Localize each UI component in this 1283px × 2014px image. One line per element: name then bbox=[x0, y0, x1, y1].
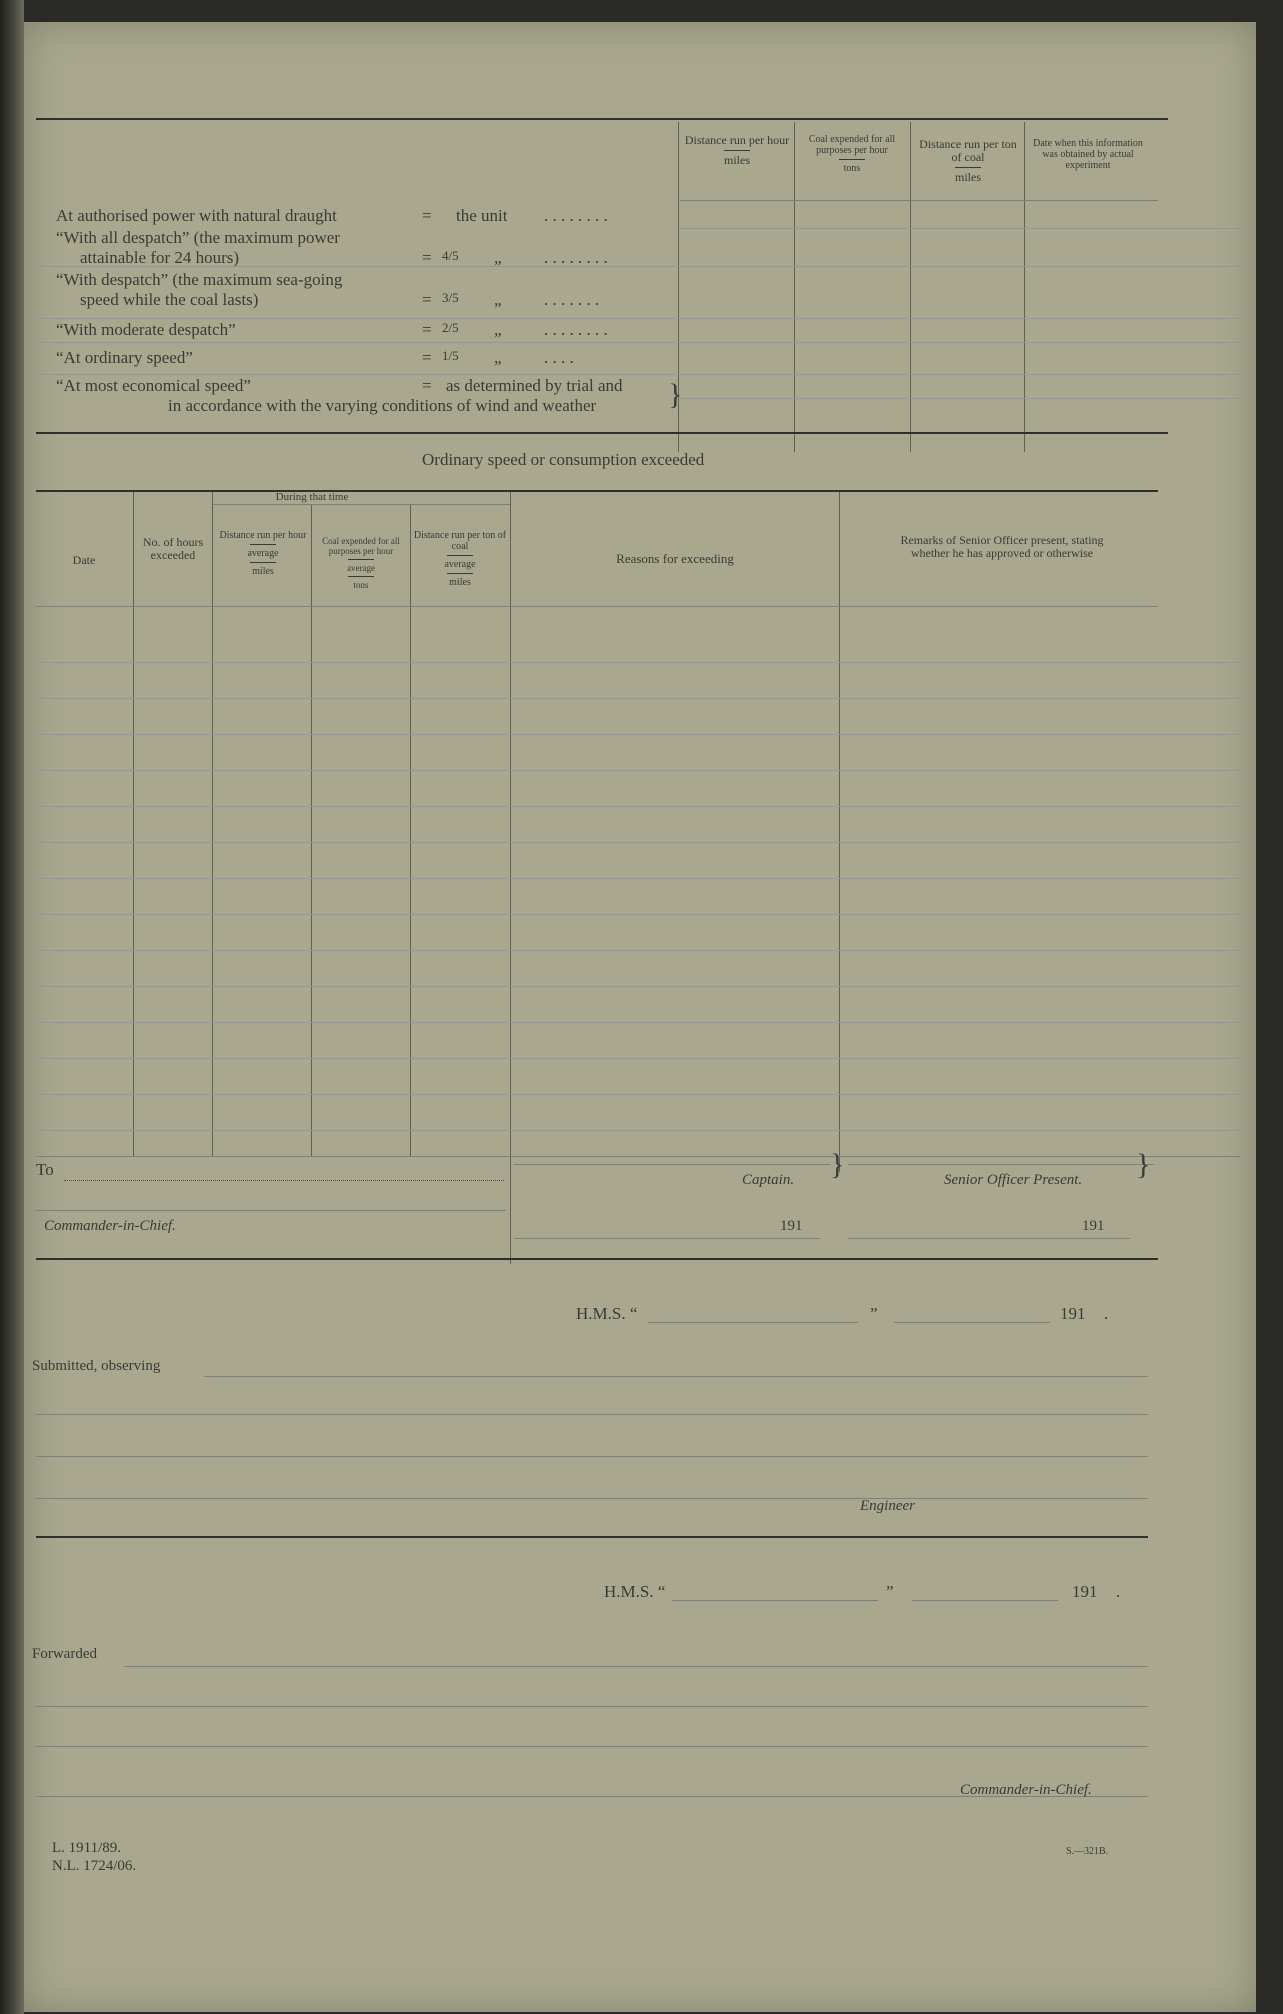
close-quote: ” bbox=[870, 1304, 878, 1323]
row-economical-value: as determined by trial and bbox=[446, 376, 623, 395]
forwarded-line bbox=[124, 1666, 1148, 1667]
row-economical-sep: = bbox=[422, 376, 432, 395]
row-all-despatch-ditto: „ bbox=[494, 248, 502, 267]
body-rule bbox=[36, 986, 1240, 987]
row-rule bbox=[36, 374, 1240, 375]
row-despatch-label: “With despatch” (the maximum sea-going bbox=[56, 270, 343, 289]
row-despatch-label2: speed while the coal lasts) bbox=[80, 290, 259, 309]
header-rule bbox=[36, 606, 1158, 607]
during-rule bbox=[213, 504, 510, 505]
cinc-label: Commander-in-Chief. bbox=[960, 1782, 1092, 1798]
brace: } bbox=[830, 1148, 845, 1181]
top-rule bbox=[36, 118, 1168, 120]
hms-label: H.M.S. “ bbox=[604, 1582, 666, 1601]
row-all-despatch-dots: . . . . . . . . bbox=[544, 248, 608, 267]
ship-name-line bbox=[672, 1600, 878, 1601]
body-rule bbox=[36, 914, 1240, 915]
forwarded-label: Forwarded bbox=[32, 1646, 97, 1662]
forwarded-line bbox=[36, 1706, 1148, 1707]
block1-bottom-rule bbox=[36, 1536, 1148, 1538]
row-despatch-sep: = bbox=[422, 290, 432, 309]
row-rule bbox=[680, 398, 1240, 399]
col-line bbox=[1024, 122, 1025, 452]
year-label: 191 bbox=[1060, 1304, 1086, 1323]
senior-date-rule bbox=[848, 1238, 1130, 1239]
row-economical-label2: in accordance with the varying conditions of wind and weather bbox=[168, 396, 597, 415]
header-date-obtained: Date when this information was obtained by actual experiment bbox=[1033, 138, 1143, 171]
header-distance-per-ton: Distance run per ton of coal miles bbox=[919, 137, 1017, 184]
to-label: To bbox=[36, 1160, 54, 1179]
forwarded-line bbox=[36, 1746, 1148, 1747]
body-rule bbox=[36, 662, 1240, 663]
body-rule bbox=[36, 734, 1240, 735]
captain-rule bbox=[514, 1164, 830, 1165]
submitted-line bbox=[204, 1376, 1148, 1377]
body-rule bbox=[36, 806, 1240, 807]
cinc-rule bbox=[36, 1210, 506, 1211]
header-coal-expended: Coal expended for all purposes per hour tons bbox=[808, 134, 896, 174]
col-line bbox=[794, 122, 795, 452]
reference-2: N.L. 1724/06. bbox=[52, 1858, 137, 1874]
signoff-bottom-rule bbox=[36, 1258, 1158, 1260]
body-rule bbox=[36, 878, 1240, 879]
section-title: Ordinary speed or consumption exceeded bbox=[422, 450, 705, 469]
brace: } bbox=[668, 378, 683, 411]
row-moderate-dots: . . . . . . . . bbox=[544, 320, 608, 339]
submitted-label: Submitted, observing bbox=[32, 1358, 161, 1374]
body-rule bbox=[36, 1022, 1240, 1023]
date-line bbox=[894, 1322, 1050, 1323]
row-rule bbox=[36, 318, 1240, 319]
body-rule bbox=[36, 842, 1240, 843]
body-rule bbox=[36, 1058, 1240, 1059]
year-label: 191 bbox=[1072, 1582, 1098, 1601]
header-coal: Coal expended for all purposes per hour average tons bbox=[322, 536, 400, 590]
reference-1: L. 1911/89. bbox=[52, 1840, 122, 1856]
row-despatch-value: 3/5 bbox=[442, 290, 459, 305]
engineer-label: Engineer bbox=[860, 1498, 915, 1514]
row-moderate-label: “With moderate despatch” bbox=[56, 320, 236, 339]
ship-name-line bbox=[648, 1322, 858, 1323]
row-ordinary-value: 1/5 bbox=[442, 348, 459, 363]
row-ordinary-sep: = bbox=[422, 348, 432, 367]
senior-year: 191 bbox=[1082, 1218, 1105, 1234]
header-dist-ton: Distance run per ton of coal average miles bbox=[413, 530, 507, 588]
row-authorised-sep: = bbox=[422, 206, 432, 225]
book-spine bbox=[0, 0, 24, 2014]
second-table-top-rule bbox=[36, 490, 1158, 492]
captain-label: Captain. bbox=[742, 1172, 795, 1188]
cinc-label: Commander-in-Chief. bbox=[44, 1218, 176, 1234]
row-despatch-dots: . . . . . . . bbox=[544, 290, 600, 309]
header-dist: Distance run per hour average miles bbox=[219, 530, 307, 577]
body-rule bbox=[36, 1094, 1240, 1095]
captain-year: 191 bbox=[780, 1218, 803, 1234]
body-rule bbox=[36, 1130, 1240, 1131]
row-rule bbox=[36, 342, 1240, 343]
row-economical-label: “At most economical speed” bbox=[56, 376, 251, 395]
row-ordinary-label: “At ordinary speed” bbox=[56, 348, 193, 367]
header-remarks: Remarks of Senior Officer present, stating whether he has approved or otherwise bbox=[900, 533, 1104, 560]
row-ordinary-dots: . . . . bbox=[544, 348, 574, 367]
submitted-line bbox=[36, 1456, 1148, 1457]
header-reasons: Reasons for exceeding bbox=[616, 551, 734, 566]
body-rule bbox=[36, 950, 1240, 951]
row-all-despatch-value: 4/5 bbox=[442, 248, 459, 263]
row-ordinary-ditto: „ bbox=[494, 348, 502, 367]
row-moderate-ditto: „ bbox=[494, 320, 502, 339]
year-dot: . bbox=[1104, 1304, 1109, 1323]
header-hours: No. of hours exceeded bbox=[142, 535, 204, 562]
date-line bbox=[912, 1600, 1058, 1601]
to-line bbox=[64, 1180, 504, 1181]
engineer-line bbox=[36, 1498, 1148, 1499]
col-line bbox=[839, 492, 840, 1172]
row-all-despatch-sep: = bbox=[422, 248, 432, 267]
row-moderate-sep: = bbox=[422, 320, 432, 339]
row-rule bbox=[36, 266, 1240, 267]
body-rule bbox=[36, 698, 1240, 699]
submitted-line bbox=[36, 1414, 1148, 1415]
row-rule bbox=[680, 228, 1240, 229]
row-all-despatch-label2: attainable for 24 hours) bbox=[80, 248, 240, 267]
brace: } bbox=[1136, 1148, 1151, 1181]
captain-date-rule bbox=[514, 1238, 820, 1239]
senior-label: Senior Officer Present. bbox=[944, 1172, 1083, 1188]
top-table-bottom-rule bbox=[36, 432, 1168, 434]
row-all-despatch-label: “With all despatch” (the maximum power bbox=[56, 228, 340, 247]
year-dot: . bbox=[1116, 1582, 1121, 1601]
body-rule bbox=[36, 770, 1240, 771]
row-authorised-value: the unit bbox=[456, 206, 508, 225]
form-code: S.—321B. bbox=[1066, 1846, 1109, 1857]
row-moderate-value: 2/5 bbox=[442, 320, 459, 335]
col-line bbox=[910, 122, 911, 452]
row-authorised-dots: . . . . . . . . bbox=[544, 206, 608, 225]
senior-rule bbox=[848, 1164, 1154, 1165]
row-despatch-ditto: „ bbox=[494, 290, 502, 309]
body-rule bbox=[36, 1156, 1240, 1157]
close-quote: ” bbox=[886, 1582, 894, 1601]
header-distance-run: Distance run per hour miles bbox=[684, 133, 790, 167]
row-authorised-label: At authorised power with natural draught bbox=[56, 206, 337, 225]
hms-label: H.M.S. “ bbox=[576, 1304, 638, 1323]
header-rule bbox=[680, 200, 1158, 201]
header-during: During that time bbox=[275, 491, 349, 503]
form-page bbox=[24, 22, 1256, 2012]
col-line bbox=[212, 492, 213, 1156]
col-line bbox=[133, 492, 134, 1156]
header-date: Date bbox=[72, 553, 96, 567]
